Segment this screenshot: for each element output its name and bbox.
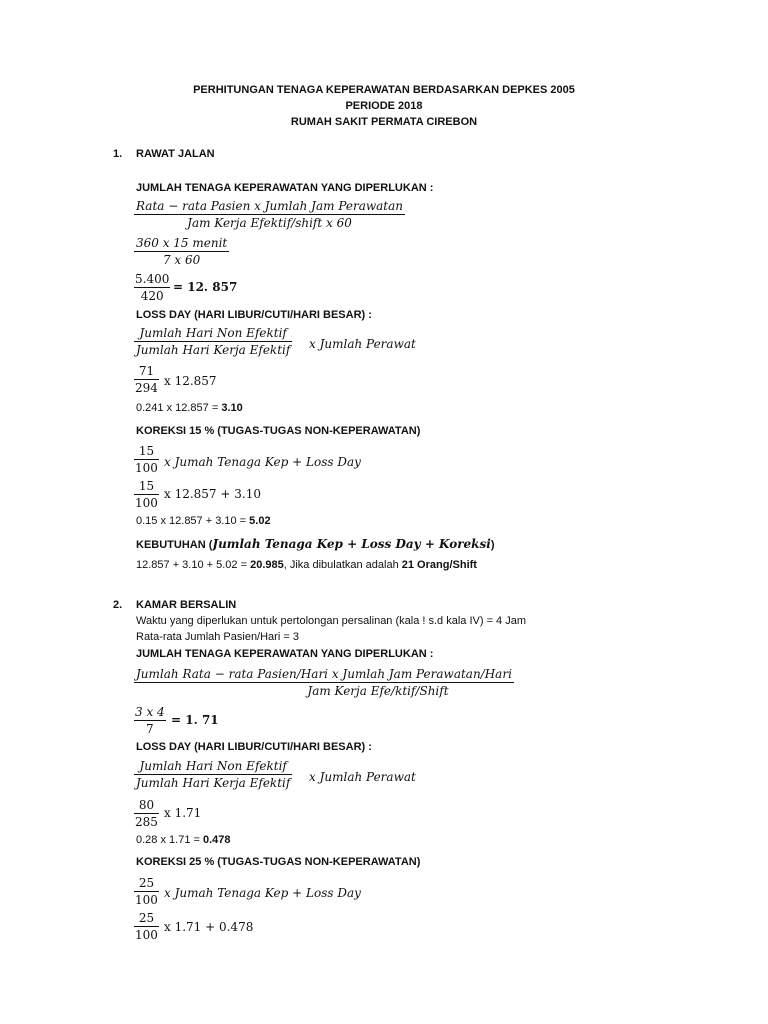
s2-koreksi-heading: KOREKSI 25 % (TUGAS-TUGAS NON-KEPERAWATAN) (136, 856, 421, 868)
s1-f3-denominator: 420 (140, 289, 164, 303)
s1-k3-text: 0.15 x 12.857 + 3.10 = (136, 515, 250, 527)
doc-title-line3: RUMAH SAKIT PERMATA CIREBON (290, 116, 478, 128)
s1-k1-tail: x Jumah Tenaga Kep + Loss Day (164, 455, 361, 469)
s2-f1-denominator: Jam Kerja Efe/ktif/Shift (307, 684, 449, 698)
s2-l2-tail: x 1.71 (164, 806, 202, 820)
s2-formula-1 (134, 667, 514, 698)
s1-l3-value: 3.10 (221, 402, 243, 414)
s2-f2-numerator: 3 x 4 (135, 705, 165, 719)
s1-f3-numerator: 5.400 (135, 272, 170, 286)
s1-k2-numerator: 15 (134, 479, 159, 495)
s1-koreksi-result (136, 515, 271, 527)
s2-l1-numerator: Jumlah Hari Non Efektif (134, 759, 292, 775)
s1-req-heading: JUMLAH TENAGA KEPERAWATAN YANG DIPERLUKAN : (136, 182, 434, 194)
s2-l3-text: 0.28 x 1.71 = (136, 834, 203, 846)
s2-l1-tail: x Jumlah Perawat (309, 770, 416, 784)
s1-loss-formula-1 (134, 326, 292, 357)
s2-title: KAMAR BERSALIN (136, 599, 237, 611)
s2-k2-numerator: 25 (134, 911, 159, 927)
s1-loss-result (136, 402, 243, 414)
s2-loss-formula-2 (134, 798, 159, 829)
s1-keb-value: 20.985 (250, 559, 284, 571)
s2-loss-result (136, 834, 231, 846)
s1-l2-numerator: 71 (134, 364, 159, 380)
s1-keb-a: KEBUTUHAN ( (136, 539, 213, 551)
s1-number: 1. (113, 148, 123, 160)
s2-l2-numerator: 80 (134, 798, 159, 814)
s1-k2-tail: x 12.857 + 3.10 (164, 487, 261, 501)
s1-keb-b: Jumlah Tenaga Kep + Loss Day + Koreksi (212, 537, 491, 551)
s2-l3-value: 0.478 (202, 834, 231, 846)
s1-title: RAWAT JALAN (136, 148, 215, 160)
s1-f1-denominator: Jam Kerja Efektif/shift x 60 (187, 216, 352, 230)
s1-l1-denominator: Jumlah Hari Kerja Efektif (136, 343, 291, 357)
s2-k1-tail: x Jumah Tenaga Kep + Loss Day (164, 886, 361, 900)
doc-title-line1: PERHITUNGAN TENAGA KEPERAWATAN BERDASARKAN DEPKES 2005 (193, 84, 575, 96)
s1-f2-numerator: 360 x 15 menit (136, 236, 228, 250)
s1-kebutuhan-result (136, 559, 477, 571)
s1-koreksi-heading: KOREKSI 15 % (TUGAS-TUGAS NON-KEPERAWATAN) (136, 425, 421, 437)
s2-line-a: Waktu yang diperlukan untuk pertolongan persalinan (kala ! s.d kala IV) = 4 Jam (136, 615, 527, 627)
s1-l1-numerator: Jumlah Hari Non Efektif (134, 326, 292, 342)
s2-loss-formula-1 (134, 759, 292, 790)
s1-k1-denominator: 100 (135, 461, 158, 475)
s2-k1-denominator: 100 (135, 893, 158, 907)
s2-k2-tail: x 1.71 + 0.478 (164, 920, 254, 934)
s1-k2-denominator: 100 (135, 496, 158, 510)
s2-k1-numerator: 25 (134, 876, 159, 892)
s2-koreksi-formula-2 (134, 911, 159, 942)
s1-f3-result: = 12. 857 (173, 280, 238, 294)
s1-koreksi-formula-1 (134, 444, 159, 475)
s1-l2-denominator: 294 (135, 381, 158, 395)
s1-keb-text: 12.857 + 3.10 + 5.02 = (136, 559, 251, 571)
s2-formula-2 (134, 705, 166, 736)
s1-loss-formula-2 (134, 364, 159, 395)
s1-k1-numerator: 15 (134, 444, 159, 460)
s1-keb-final: 21 Orang/Shift (401, 559, 477, 571)
s2-f2-result: = 1. 71 (171, 713, 219, 727)
s1-l2-tail: x 12.857 (164, 374, 217, 388)
s2-loss-heading: LOSS DAY (HARI LIBUR/CUTI/HARI BESAR) : (136, 741, 372, 753)
doc-title-line2: PERIODE 2018 (345, 100, 423, 112)
s2-l2-denominator: 285 (135, 815, 158, 829)
s1-kebutuhan-heading (136, 537, 494, 551)
s2-f1-numerator: Jumlah Rata − rata Pasien/Hari x Jumlah Jam Perawatan/Hari (136, 667, 512, 681)
s1-l3-text: 0.241 x 12.857 = (136, 402, 222, 414)
s2-k2-denominator: 100 (135, 928, 158, 942)
s2-line-b: Rata-rata Jumlah Pasien/Hari = 3 (136, 631, 299, 643)
s2-koreksi-formula-1 (134, 876, 159, 907)
s1-keb-c: ) (490, 539, 495, 551)
s1-formula-1 (134, 199, 405, 230)
s1-loss-heading: LOSS DAY (HARI LIBUR/CUTI/HARI BESAR) : (136, 309, 372, 321)
s1-koreksi-formula-2 (134, 479, 159, 510)
s1-f2-denominator: 7 x 60 (162, 253, 201, 267)
s2-l1-denominator: Jumlah Hari Kerja Efektif (136, 776, 291, 790)
s1-f1-numerator: Rata − rata Pasien x Jumlah Jam Perawatan (136, 199, 403, 213)
s1-l1-tail: x Jumlah Perawat (309, 337, 416, 351)
s1-formula-3 (134, 272, 170, 303)
s2-req-heading: JUMLAH TENAGA KEPERAWATAN YANG DIPERLUKAN : (136, 648, 434, 660)
s1-keb-mid: , Jika dibulatkan adalah (283, 559, 402, 571)
s2-number: 2. (113, 599, 123, 611)
s1-formula-2 (134, 236, 229, 267)
s2-f2-denominator: 7 (146, 722, 154, 736)
s1-k3-value: 5.02 (249, 515, 271, 527)
